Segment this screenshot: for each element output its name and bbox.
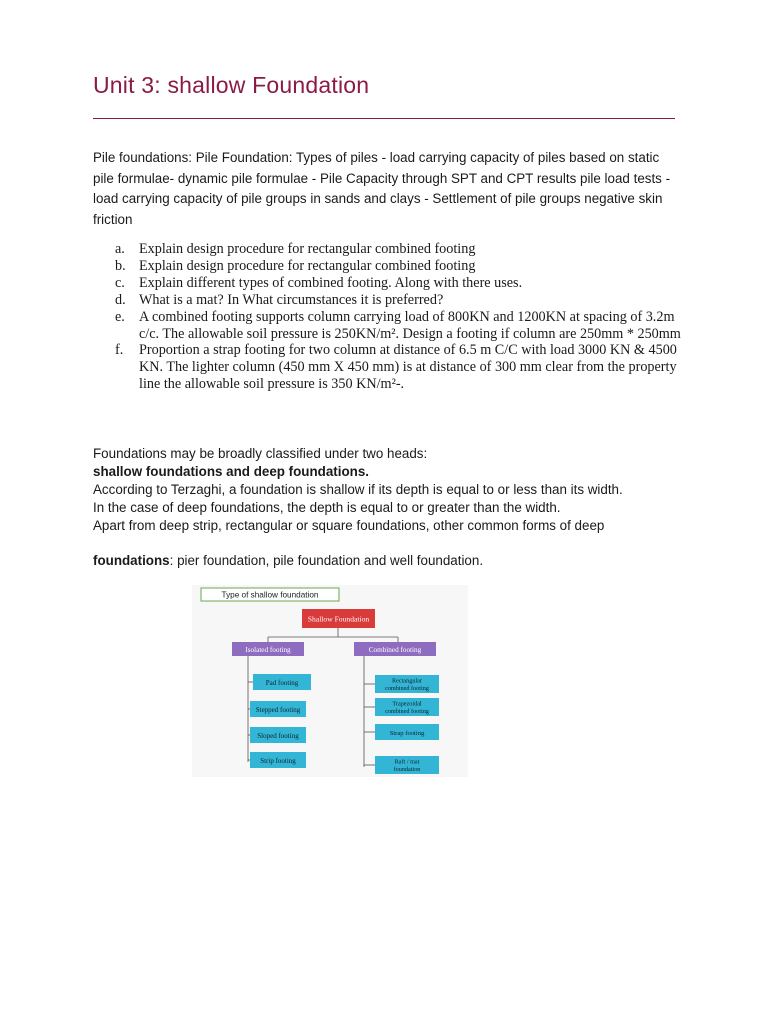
question-item: [93, 275, 683, 292]
leaf-label: Sloped footing: [257, 732, 299, 740]
question-list: [93, 241, 683, 393]
body-line-bold: shallow foundations and deep foundations.: [93, 464, 369, 479]
combined-leaves: [375, 675, 439, 774]
page-title: Unit 3: shallow Foundation: [93, 72, 370, 98]
foundation-classification: [93, 445, 693, 570]
question-item: [93, 292, 683, 309]
leaf-label: combined footing: [385, 708, 429, 715]
bold-term: foundations: [93, 553, 170, 568]
leaf-label: Strap footing: [389, 730, 425, 737]
leaf-label: Pad footing: [265, 679, 299, 687]
body-line: In the case of deep foundations, the depth is equal to or greater than the width.: [93, 500, 561, 515]
title-divider: [93, 118, 675, 119]
leaf-label: Trapezoidal: [392, 700, 422, 708]
body-line-rest: : pier foundation, pile foundation and well foundation.: [169, 553, 484, 568]
body-line: [93, 552, 693, 570]
combined-footing-label: Combined footing: [368, 646, 422, 654]
question-marker: c.: [115, 274, 125, 291]
root-node-label: Shallow Foundation: [307, 614, 370, 624]
intro-paragraph: Pile foundations: Pile Foundation: Types of piles - load carrying capacity of piles based on static pile formulae- dynamic pile formulae - Pile Capacity through SPT and CPT results pile load tests - load carrying capacity of pile groups in sands and clays - Settlement of pile groups negative skin friction: [93, 150, 671, 228]
diagram-caption: Type of shallow foundation: [221, 590, 319, 600]
question-marker: d.: [115, 291, 126, 308]
question-text: Explain design procedure for rectangular combined footing: [139, 257, 476, 274]
question-text: Explain design procedure for rectangular combined footing: [139, 241, 476, 257]
question-item: [93, 258, 683, 275]
leaf-label: Stepped footing: [255, 706, 301, 714]
leaf-label: combined footing: [385, 685, 429, 692]
body-line: Foundations may be broadly classified under two heads:: [93, 446, 428, 461]
leaf-label: Strip footing: [260, 757, 296, 765]
question-marker: f.: [115, 342, 124, 359]
question-text: Proportion a strap footing for two column at distance of 6.5 m C/C with load 3000 KN & 4500 KN. The lighter column (450 mm X 450 mm) is at distance of 300 mm clear from the property line the allowable soil pressure is 350 KN/m²-.: [139, 342, 677, 393]
question-text: Explain different types of combined footing. Along with there uses.: [139, 274, 523, 291]
isolated-footing-label: Isolated footing: [245, 646, 291, 654]
shallow-foundation-diagram: [192, 585, 468, 777]
leaf-label: Raft / mat: [394, 758, 420, 766]
leaf-label: Rectangular: [392, 677, 422, 685]
question-marker: a.: [115, 241, 125, 257]
question-marker: e.: [115, 308, 125, 325]
question-item: [93, 342, 683, 393]
question-text: A combined footing supports column carrying load of 800KN and 1200KN at spacing of 3.2m c/c. The allowable soil pressure is 250KN/m². Design a footing if column are 250mm * 250mm: [139, 308, 681, 342]
body-line: According to Terzaghi, a foundation is shallow if its depth is equal to or less than its width.: [93, 482, 623, 497]
leaf-label: foundation: [393, 766, 421, 773]
body-line: Apart from deep strip, rectangular or square foundations, other common forms of deep: [93, 518, 605, 533]
question-text: What is a mat? In What circumstances it is preferred?: [139, 291, 444, 308]
question-item: [93, 241, 683, 258]
spacer: [93, 535, 693, 552]
question-marker: b.: [115, 257, 126, 274]
question-item: [93, 309, 683, 343]
